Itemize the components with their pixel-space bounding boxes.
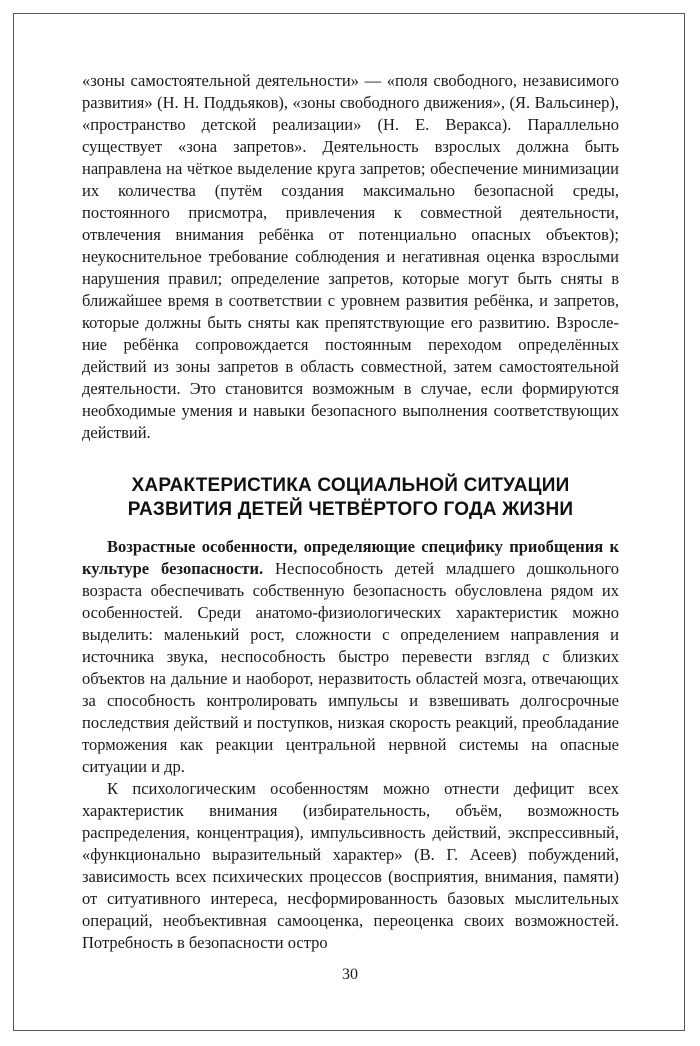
section-heading-line-1: ХАРАКТЕРИСТИКА СОЦИАЛЬНОЙ СИТУАЦИИ <box>131 475 570 496</box>
intro-paragraph: «зоны самостоятельной деятельности» — «поля свободного, независимого развития» (Н. Н. Поддьяков), «зоны свободного движения», (Я. Вальсинер), «пространство детской реализации» (Н. Е. Веракса). Параллельно существует «зона запретов». Деятельность взрослых должна быть направлена на чёткое выделение круга запретов; обеспечение минимизации их количества (путём создания максимально безопасной среды, постоянного присмотра, привлечения к совместной деятельности, отвлечения внимания ребёнка от потенциально опасных объектов); неукоснительное требование соблюдения и негативная оценка взрослыми нарушения правил; определение запретов, которые могут быть сняты в ближайшее время в соответствии с уровнем развития ребёнка, и запретов, которые должны быть сняты как препятствующие его развитию. Взросление ребёнка сопровождается постоянным переходом определённых действий из зоны запретов в область совместной, затем самостоятельной деятельности. Это становится возможным в случае, если формируются необходимые умения и навыки безопасного выполнения соответствующих действий. <box>82 71 619 442</box>
page-number: 30 <box>342 966 358 983</box>
psychological-features-paragraph: К психологическим особенностям можно отнести дефицит всех характеристик внимания (избирательность, объём, возможность распределения, концентрация), импульсивность действий, экспрессивный, «функционально выразительный характер» (В. Г. Асеев) побуждений, зависимость всех психических процессов (восприятия, внимания, памяти) от ситуативного интереса, несформированность базовых мыслительных операций, необъективная самооценка, переоценка своих возможностей. Потребность в безопасности остро <box>82 779 619 952</box>
section-heading <box>82 474 619 522</box>
section-heading-line-2: РАЗВИТИЯ ДЕТЕЙ ЧЕТВЁРТОГО ГОДА ЖИЗНИ <box>127 499 574 520</box>
age-features-text: Неспособность детей младшего дошкольного возраста обеспечивать собственную безопасность обусловлена рядом их особенностей. Среди анатомо-физиологических характеристик можно выделить: маленький рост, сложности с определением направления и источника звука, неспособность быстро перевести взгляд с близких объектов на дальние и наоборот, неразвитость областей мозга, отвечающих за способность контролировать импульсы и взвешивать долгосрочные последствия действий и поступков, низкая скорость реакций, преобладание торможения как реакции центральной нервной системы на опасные ситуации и др. <box>82 559 619 776</box>
age-features-lead: Возрастные особенности, определяющие специфику приобщения к культуре безопасности. <box>82 537 619 578</box>
page-content <box>82 70 619 954</box>
age-features-paragraph <box>82 536 619 778</box>
